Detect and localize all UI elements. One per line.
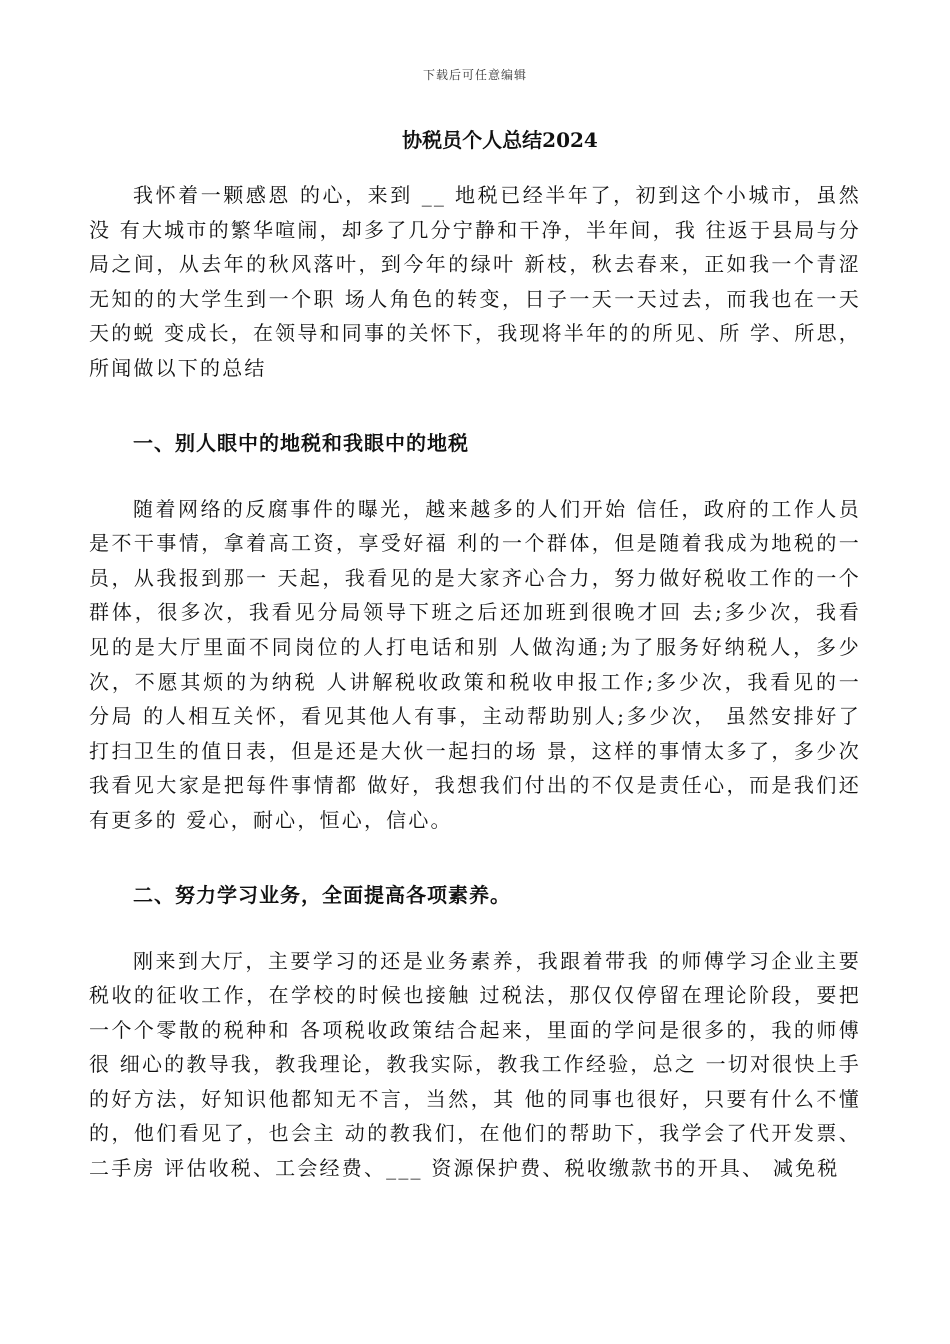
header-note: 下载后可任意编辑	[422, 68, 527, 82]
paragraph-section-2: 刚来到大厅，主要学习的还是业务素养，我跟着带我 的师傅学习企业主要税收的征收工作，在学校的时候也接触 过税法，那仅仅停留在理论阶段，要把一个个零散的税种和 各项税收政策结合起来，里面的学问是很多的，我的师傅很 细心的教导我，教我理论，教我实际，教我工作经验，总之 一切对很快上手的好方法，好知识他都知无不言，当然，其 他的同事也很好，只要有什么不懂的，他们看见了，也会主 动的教我们，在他们的帮助下，我学会了代开发票、二手房 评估收税、工会经费、___ 资源保护费、税收缴款书的开具、 减免税	[89, 948, 861, 1181]
section-heading-1: 一、别人眼中的地税和我眼中的地税	[133, 430, 469, 455]
document-title: 协税员个人总结2024	[402, 128, 598, 152]
section-heading-2: 二、努力学习业务，全面提高各项素养。	[133, 882, 511, 907]
paragraph-intro: 我怀着一颗感恩 的心，来到 __ 地税已经半年了，初到这个小城市，虽然没 有大城市的繁华喧闹，却多了几分宁静和干净，半年间，我 往返于县局与分局之间，从去年的秋风落叶，到今年的绿叶 新枝，秋去春来，正如我一个青涩无知的的大学生到一个职 场人角色的转变，日子一天一天过去，而我也在一天天的蜕 变成长，在领导和同事的关怀下，我现将半年的的所见、所 学、所思，所闻做以下的总结	[89, 183, 861, 380]
paragraph-section-1: 随着网络的反腐事件的曝光，越来越多的人们开始 信任，政府的工作人员是不干事情，拿着高工资，享受好福 利的一个群体，但是随着我成为地税的一员，从我报到那一 天起，我看见的是大家齐心合力，努力做好税收工作的一个 群体，很多次，我看见分局领导下班之后还加班到很晚才回 去;多少次，我看见的是大厅里面不同岗位的人打电话和别 人做沟通;为了服务好纳税人，多少次，不愿其烦的为纳税 人讲解税收政策和税收申报工作;多少次，我看见的一分局 的人相互关怀，看见其他人有事，主动帮助别人;多少次， 虽然安排好了打扫卫生的值日表，但是还是大伙一起扫的场 景，这样的事情太多了，多少次我看见大家是把每件事情都 做好，我想我们付出的不仅是责任心，而是我们还有更多的 爱心，耐心，恒心，信心。	[89, 496, 861, 832]
document-body	[89, 178, 861, 1186]
